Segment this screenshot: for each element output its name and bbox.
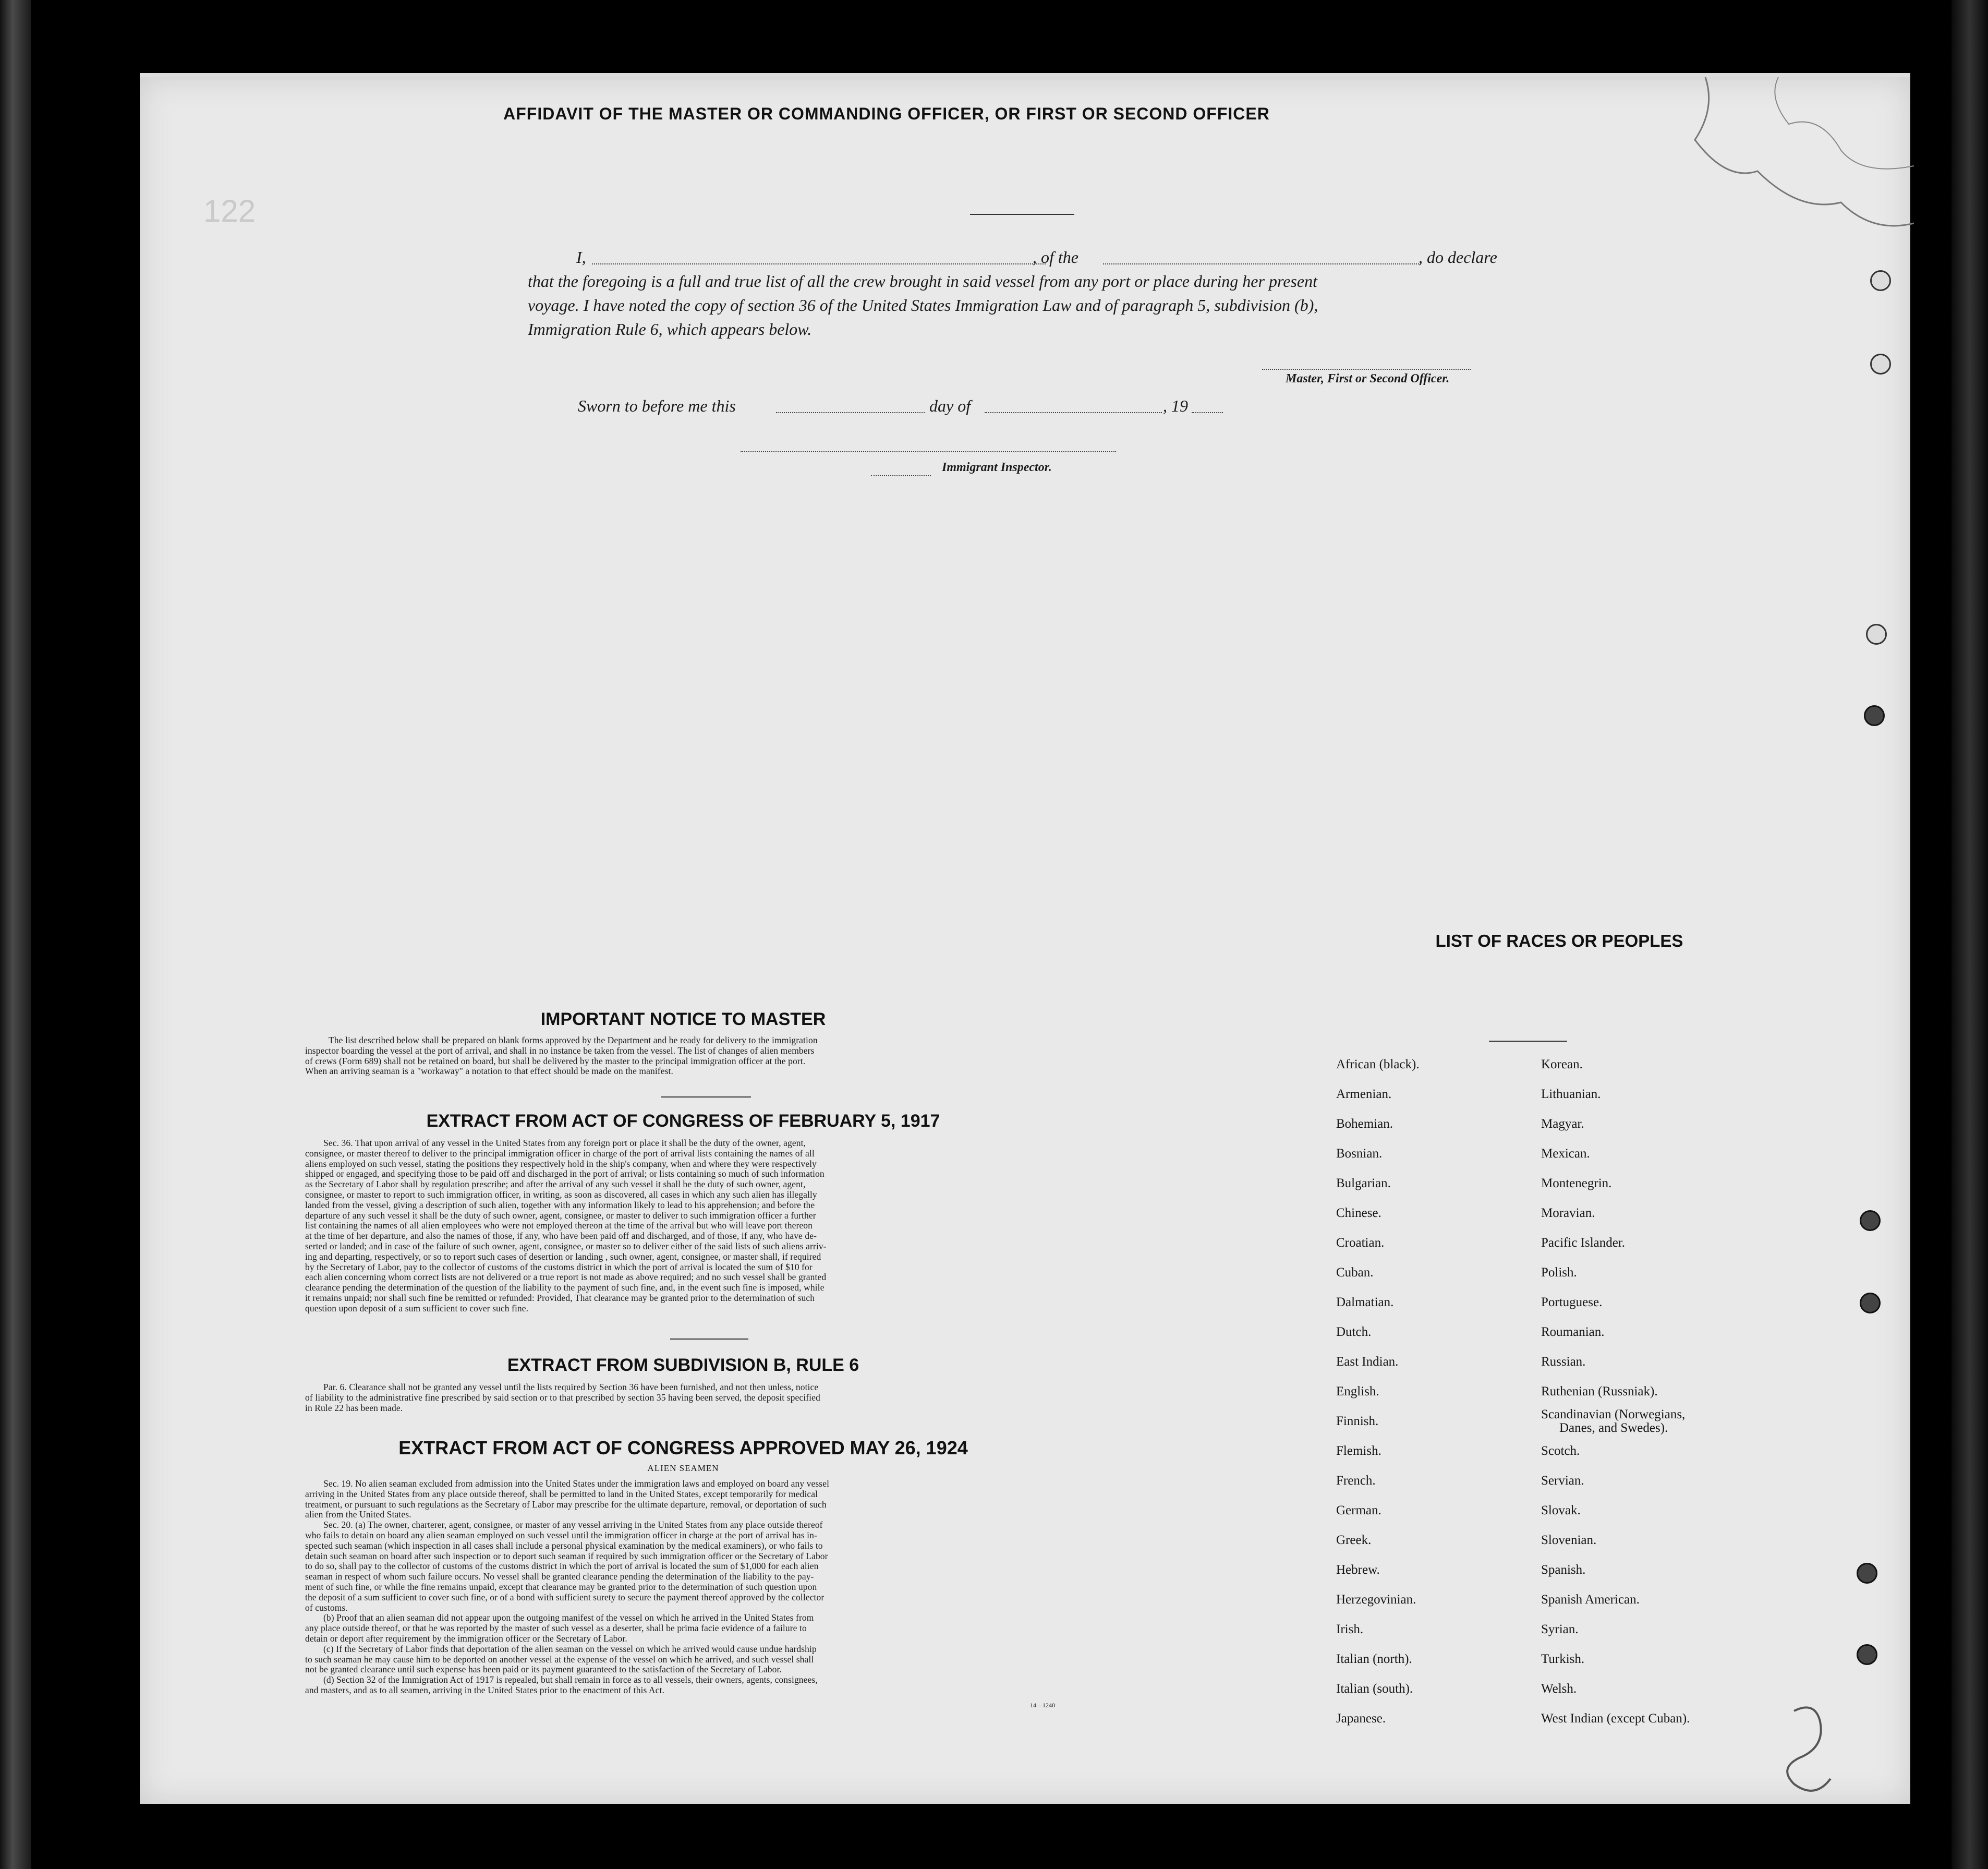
race-right-22: West Indian (except Cuban). (1541, 1711, 1690, 1726)
text-line: alien from the United States. (305, 1509, 411, 1520)
affidavit-title-rule (970, 214, 1074, 215)
text-line: arriving in the United States from any place outside thereof, shall be permitted to land in the United States, except temporarily for medical (305, 1488, 818, 1499)
binder-hole-icon (1857, 1644, 1877, 1665)
text-line: Sec. 19. No alien seaman excluded from admission into the United States under the immigration laws and employed on board any vessel (323, 1478, 830, 1489)
text-line: at the time of her departure, and also the names of those, if any, who have been paid off and discharged, and of those, if any, who have de- (305, 1231, 817, 1241)
race-left-13: Flemish. (1336, 1444, 1381, 1458)
affiant-name-field[interactable] (592, 263, 1046, 264)
text-line: (b) Proof that an alien seaman did not appear upon the outgoing manifest of the vessel on which he arrived in the United States from (323, 1612, 814, 1623)
text-line: spected such seaman (which inspection in all cases shall include a personal physical examination by the medical examiners), or who fails to (305, 1540, 823, 1551)
race-left-8: Dalmatian. (1336, 1295, 1394, 1309)
text-line: of customs. (305, 1602, 348, 1613)
sworn-day-field[interactable] (776, 412, 925, 413)
sworn-year-field[interactable] (1192, 412, 1223, 413)
text-line: and masters, and as to all seamen, arriving in the United States prior to the enactment of this Act. (305, 1684, 664, 1695)
text-line: to such seaman he may cause him to be deported on another vessel at the expense of the vessel on which he arrived, and such vessel shall (305, 1654, 814, 1665)
extract-1917-text (305, 1138, 1064, 1314)
text-line: consignee, or master thereof to deliver to the principal immigration officer in charge of the port of arrival lists containing the names of all (305, 1148, 815, 1159)
sworn-month-field[interactable] (985, 412, 1162, 413)
affidavit-line1-end: , do declare (1419, 248, 1497, 267)
affidavit-body-line3: voyage. I have noted the copy of section 36 of the United States Immigration Law and of paragraph 5, subdivision (b), (528, 296, 1318, 315)
affidavit-body-line2: that the foregoing is a full and true list of all the crew brought in said vessel from any port or place during her present (528, 272, 1317, 291)
text-line: each alien concerning whom correct lists are not delivered or a true report is not made as above required; and no such vessel shall be granted (305, 1272, 827, 1283)
text-line: detain or deport after requirement by the immigration officer or the Secretary of Labor. (305, 1633, 627, 1644)
extract-1924-subtitle: ALIEN SEAMEN (647, 1463, 719, 1473)
race-right-8: Portuguese. (1541, 1295, 1603, 1309)
race-right-18: Spanish American. (1541, 1593, 1640, 1607)
text-line: who fails to detain on board any alien seaman employed on such vessel until the immigration officer in charge at the port of arrival has in- (305, 1529, 817, 1540)
notice-line: of crews (Form 689) shall not be retained on board, but shall be delivered by the master to the principal immigration officer at the port. (305, 1055, 806, 1066)
text-line: seaman in respect of whom such failure occurs. No vessel shall be granted clearance pending the determination of the liability to the pay- (305, 1571, 814, 1582)
film-edge-right (1951, 0, 1988, 1869)
section-divider (670, 1339, 748, 1340)
master-signature-label: Master, First or Second Officer. (1286, 372, 1450, 385)
text-line: (c) If the Secretary of Labor finds that deportation of the alien seaman on the vessel on which he arrived would cause undue hardship (323, 1643, 817, 1654)
race-left-20: Italian (north). (1336, 1652, 1412, 1666)
race-left-18: Herzegovinian. (1336, 1593, 1416, 1607)
torn-corner-mark (1684, 77, 1914, 265)
notice-line: When an arriving seaman is a "workaway" a notation to that effect should be made on the manifest. (305, 1066, 673, 1077)
binder-hole-icon (1870, 270, 1891, 291)
text-line: not be granted clearance until such expense has been paid or its payment guaranteed to the satisfaction of the Secretary of Labor. (305, 1664, 782, 1675)
race-left-6: Croatian. (1336, 1236, 1385, 1250)
inspector-signature-field[interactable] (741, 451, 1116, 452)
race-left-22: Japanese. (1336, 1711, 1386, 1726)
pencil-mark (1773, 1701, 1846, 1805)
race-left-1: Armenian. (1336, 1087, 1392, 1101)
race-right-6: Pacific Islander. (1541, 1236, 1626, 1250)
sworn-start: Sworn to before me this (578, 396, 736, 415)
race-left-15: German. (1336, 1503, 1381, 1517)
page-number: 122 (203, 194, 256, 228)
text-line: serted or landed; and in case of the failure of such owner, agent, consignee, or master so to deliver either of the said lists of such aliens arriv- (305, 1240, 827, 1251)
text-line: detain such seaman on board after such inspection or to deport such seaman if required by such immigration officer or the Secretary of Labor (305, 1550, 828, 1561)
race-left-11: English. (1336, 1384, 1379, 1398)
extract-1924-title: EXTRACT FROM ACT OF CONGRESS APPROVED MAY 26, 1924 (398, 1437, 968, 1458)
binder-hole-icon (1857, 1563, 1877, 1584)
extract-rule6-title: EXTRACT FROM SUBDIVISION B, RULE 6 (507, 1355, 859, 1375)
race-right-10: Russian. (1541, 1355, 1586, 1369)
race-right-9: Roumanian. (1541, 1325, 1605, 1339)
race-left-2: Bohemian. (1336, 1117, 1393, 1131)
notice-line: The list described below shall be prepared on blank forms approved by the Department and be ready for delivery to the immigration (329, 1035, 818, 1045)
text-line: list containing the names of all alien employees who were not employed thereon at the time of the arrival but who will leave port thereon (305, 1220, 813, 1231)
text-line: of liability to the administrative fine prescribed by said section or to that prescribed by section 35 having been served, the deposit specified (305, 1392, 820, 1403)
text-line: the deposit of a sum sufficient to cover such fine, or of a bond with sufficient surety to secure the payment thereof approved by the collector (305, 1591, 825, 1602)
text-line: landed from the vessel, giving a description of such alien, together with any information likely to lead to his apprehension; and before the (305, 1199, 815, 1210)
sworn-end: , 19 (1163, 396, 1188, 415)
form-number: 14—1240 (1030, 1702, 1055, 1709)
text-line: (d) Section 32 of the Immigration Act of 1917 is repealed, but shall remain in force as to all vessels, their owners, agents, consignees, (323, 1674, 818, 1685)
race-right-20: Turkish. (1541, 1652, 1585, 1666)
race-left-4: Bulgarian. (1336, 1176, 1391, 1190)
text-line: it remains unpaid; nor shall such fine be remitted or refunded: Provided, That clearance may be granted prior to the determination of such (305, 1292, 815, 1303)
notice-title: IMPORTANT NOTICE TO MASTER (540, 1009, 826, 1029)
race-right-4: Montenegrin. (1541, 1176, 1612, 1190)
race-left-3: Bosnian. (1336, 1147, 1383, 1161)
race-right-7: Polish. (1541, 1265, 1577, 1280)
extract-1924-text (305, 1479, 1064, 1696)
race-left-12: Finnish. (1336, 1414, 1379, 1428)
text-line: ment of such fine, or while the fine remains unpaid, except that clearance may be granted prior to the determination of such question upon (305, 1581, 817, 1592)
text-line: any place outside thereof, or that he was reported by the master of such vessel as a deserter, shall be prima facie evidence of a failure to (305, 1623, 807, 1634)
race-right-16: Slovenian. (1541, 1533, 1597, 1547)
race-right-12: Scandinavian (Norwegians, (1541, 1407, 1686, 1421)
master-signature-field[interactable] (1262, 369, 1471, 370)
text-line: clearance pending the determination of the question of the liability to the payment of such fine, and, in the event such fine is imposed, while (305, 1282, 825, 1293)
inspector-label: Immigrant Inspector. (942, 461, 1052, 474)
text-line: Sec. 36. That upon arrival of any vessel in the United States from any foreign port or place it shall be the duty of the owner, agent, (323, 1138, 806, 1148)
race-right-1: Lithuanian. (1541, 1087, 1601, 1101)
sworn-mid: day of (929, 396, 971, 415)
film-edge-left (0, 0, 31, 1869)
race-right-17: Spanish. (1541, 1563, 1586, 1577)
text-line: by the Secretary of Labor, pay to the collector of customs of the customs district in which the port of arrival is located the sum of $10 for (305, 1261, 813, 1272)
race-left-0: African (black). (1336, 1057, 1420, 1071)
race-left-16: Greek. (1336, 1533, 1372, 1547)
binder-hole-icon (1866, 624, 1887, 645)
inspector-label-lead (871, 475, 931, 476)
race-left-14: French. (1336, 1474, 1376, 1488)
race-right-0: Korean. (1541, 1057, 1583, 1071)
text-line: in Rule 22 has been made. (305, 1402, 403, 1413)
race-left-5: Chinese. (1336, 1206, 1381, 1220)
affidavit-title: AFFIDAVIT OF THE MASTER OR COMMANDING OFFICER, OR FIRST OR SECOND OFFICER (503, 104, 1270, 123)
affidavit-body-line4: Immigration Rule 6, which appears below. (528, 320, 812, 339)
race-right-3: Mexican. (1541, 1147, 1590, 1161)
race-right-21: Welsh. (1541, 1682, 1577, 1696)
race-right-14: Servian. (1541, 1474, 1584, 1488)
race-left-19: Irish. (1336, 1622, 1364, 1636)
race-right-5: Moravian. (1541, 1206, 1595, 1220)
notice-line: inspector boarding the vessel at the port of arrival, and shall in no instance be taken from the vessel. The list of changes of alien members (305, 1045, 815, 1056)
text-line: consignee, or master to report to such immigration officer, in writing, as soon as discovered, all cases in which any such alien has illegally (305, 1189, 817, 1200)
text-line: to do so, shall pay to the collector of customs of the customs district in which the port of arrival is located the sum of $1,000 for each alien (305, 1561, 819, 1572)
affidavit-line1-start: I, (576, 248, 586, 267)
race-right-15: Slovak. (1541, 1503, 1581, 1517)
race-left-9: Dutch. (1336, 1325, 1372, 1339)
extract-1917-title: EXTRACT FROM ACT OF CONGRESS OF FEBRUARY 5, 1917 (426, 1111, 940, 1131)
binder-hole-icon (1870, 354, 1891, 375)
race-right-12-cont: Danes, and Swedes). (1559, 1421, 1668, 1435)
text-line: Par. 6. Clearance shall not be granted any vessel until the lists required by Section 36 have been furnished, and not then unless, notice (323, 1382, 819, 1392)
race-left-21: Italian (south). (1336, 1682, 1413, 1696)
binder-hole-icon (1860, 1293, 1881, 1313)
race-right-19: Syrian. (1541, 1622, 1579, 1636)
extract-rule6-text (305, 1382, 1064, 1413)
text-line: ing and departing, respectively, or so to report such cases of desertion or landing , such owner, agent, consignee, or master shall, if required (305, 1251, 821, 1262)
races-title: LIST OF RACES OR PEOPLES (1435, 931, 1683, 950)
section-divider (661, 1096, 751, 1098)
race-left-10: East Indian. (1336, 1355, 1399, 1369)
race-right-13: Scotch. (1541, 1444, 1580, 1458)
binder-hole-icon (1864, 705, 1885, 726)
text-line: aliens employed on such vessel, stating the positions they respectively hold in the ship's company, when and where they were respectively (305, 1158, 817, 1169)
race-right-11: Ruthenian (Russniak). (1541, 1384, 1658, 1398)
vessel-name-field[interactable] (1103, 263, 1421, 264)
binder-hole-icon (1860, 1210, 1881, 1231)
text-line: departure of any such vessel it shall be the duty of such owner, agent, consignee, or master to deliver to such immigration officer a further (305, 1210, 816, 1221)
text-line: Sec. 20. (a) The owner, charterer, agent, consignee, or master of any vessel arriving in the United States from any place outside thereof (323, 1520, 823, 1530)
affidavit-line1-mid: , of the (1033, 248, 1078, 267)
text-line: treatment, or pursuant to such regulations as the Secretary of Labor may prescribe for the ultimate departure, removal, or deportation of such (305, 1499, 827, 1510)
text-line: shipped or engaged, and specifying those to be paid off and discharged in the port of arrival; or lists containing so much of such information (305, 1168, 825, 1179)
races-title-rule (1489, 1041, 1567, 1042)
text-line: question upon deposit of a sum sufficient to cover such fine. (305, 1303, 529, 1313)
text-line: as the Secretary of Labor shall by regulation prescribe; and after the arrival of any such vessel it shall be the duty of such owner, agent, (305, 1179, 806, 1190)
race-left-7: Cuban. (1336, 1265, 1374, 1280)
notice-text (305, 1035, 1064, 1077)
race-right-2: Magyar. (1541, 1117, 1584, 1131)
race-left-17: Hebrew. (1336, 1563, 1380, 1577)
